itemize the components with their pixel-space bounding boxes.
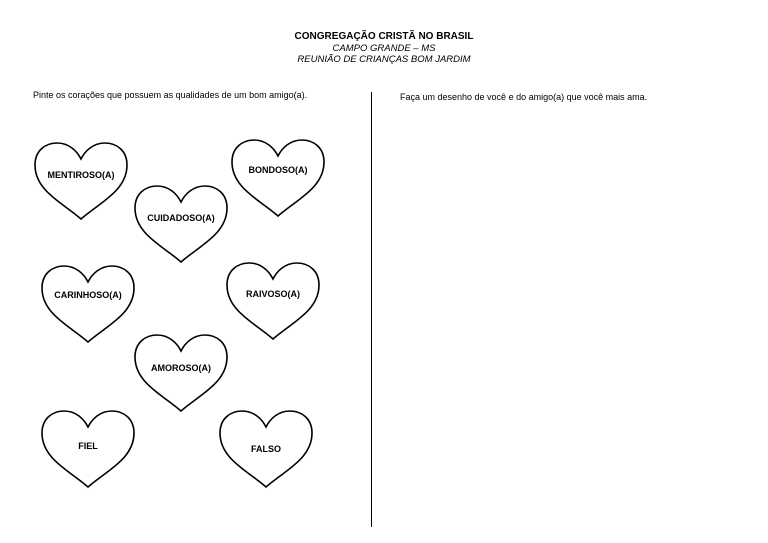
- heart-outline-icon: [225, 261, 321, 341]
- heart-label: MENTIROSO(A): [47, 170, 115, 180]
- location-text: CAMPO GRANDE – MS: [332, 42, 436, 54]
- heart-label: FALSO: [250, 444, 281, 454]
- heart-outline-icon: [230, 138, 326, 218]
- church-title: CONGREGAÇÃO CRISTÃ NO BRASIL: [294, 31, 474, 42]
- heart-label: BONDOSO(A): [248, 165, 308, 175]
- coloring-instruction: Pinte os corações que possuem as qualidades de um bom amigo(a).: [33, 90, 308, 100]
- column-divider: [371, 92, 372, 527]
- drawing-area[interactable]: [385, 110, 755, 525]
- heart-label: FIEL: [78, 441, 98, 451]
- meeting-title: REUNIÃO DE CRIANÇAS BOM JARDIM: [297, 54, 471, 65]
- heart-label: CUIDADOSO(A): [147, 213, 215, 223]
- heart-bondoso[interactable]: [230, 138, 326, 218]
- heart-cuidadoso[interactable]: [133, 184, 229, 264]
- heart-outline-icon: [40, 264, 136, 344]
- heart-label: AMOROSO(A): [151, 363, 211, 373]
- heart-falso[interactable]: [218, 409, 314, 489]
- heart-mentiroso[interactable]: [33, 141, 129, 221]
- heart-carinhoso[interactable]: [40, 264, 136, 344]
- heart-fiel[interactable]: [40, 409, 136, 489]
- heart-raivoso[interactable]: [225, 261, 321, 341]
- heart-label: RAIVOSO(A): [246, 289, 300, 299]
- worksheet-header: [0, 31, 768, 66]
- heart-amoroso[interactable]: [133, 333, 229, 413]
- heart-outline-icon: [133, 184, 229, 264]
- heart-outline-icon: [33, 141, 129, 221]
- heart-outline-icon: [133, 333, 229, 413]
- drawing-instruction: Faça um desenho de você e do amigo(a) que você mais ama.: [400, 92, 648, 102]
- heart-label: CARINHOSO(A): [54, 290, 122, 300]
